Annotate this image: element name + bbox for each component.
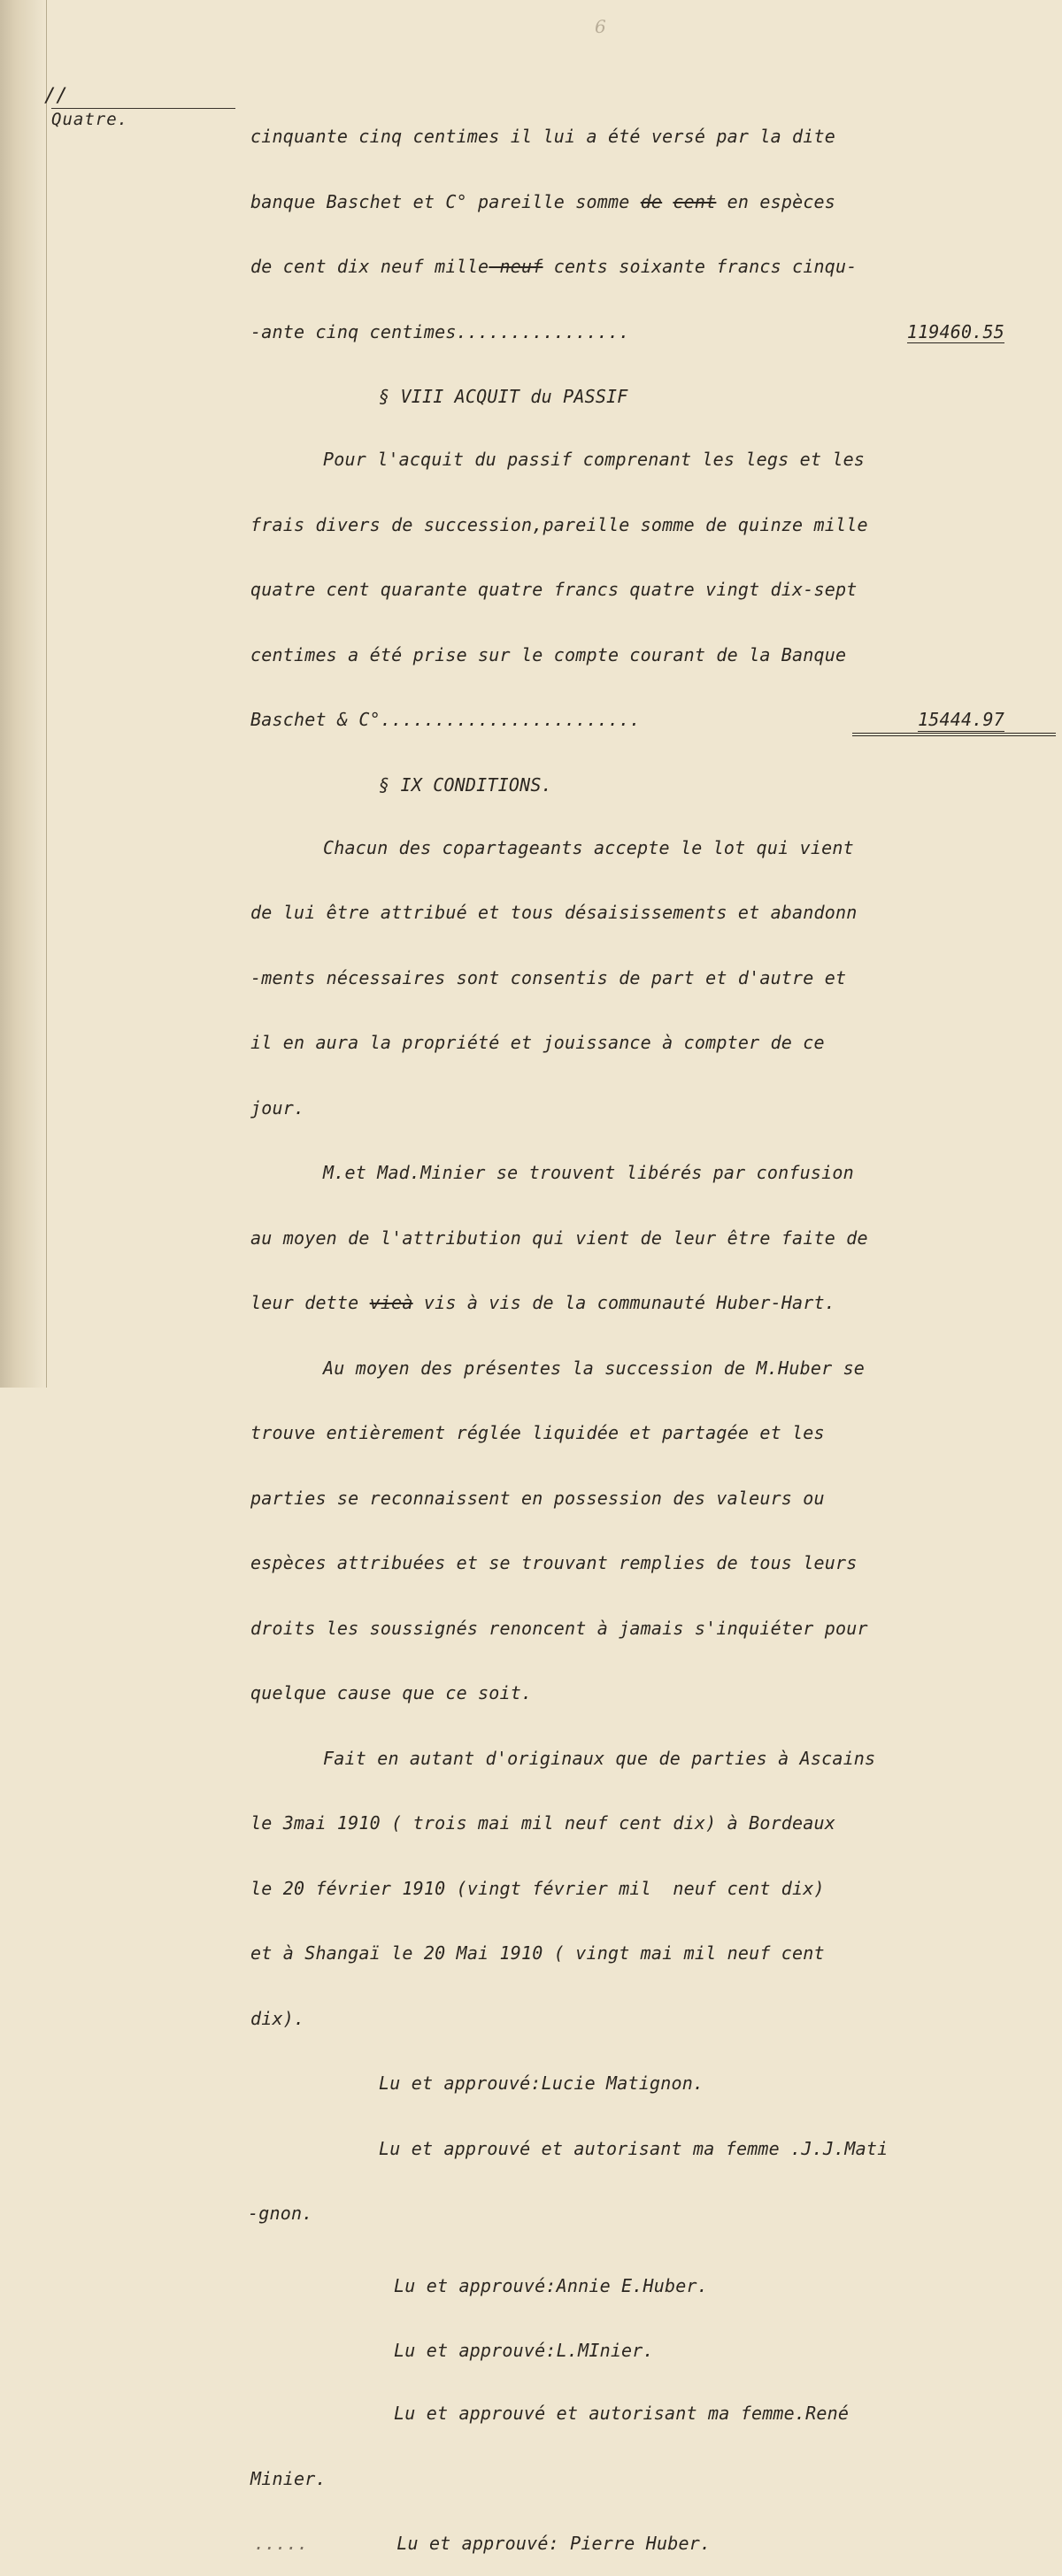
text-line: banque Baschet et C° pareille somme de cent en espèces — [250, 190, 836, 212]
margin-mark: // — [44, 85, 68, 107]
text-line: de lui être attribué et tous désaisissements et abandonn — [250, 902, 858, 923]
section-heading: § VIII ACQUIT du PASSIF — [379, 386, 628, 407]
amount-total: 119460.55 — [906, 320, 1004, 342]
text-line: dix). — [250, 2007, 305, 2029]
text-line: de cent dix neuf mille-neuf cents soixante francs cinqu- — [250, 256, 858, 277]
text-line: frais divers de succession,pareille somme de quinze mille — [250, 513, 868, 535]
struck-word: -neuf — [489, 256, 543, 277]
text-line: au moyen de l'attribution qui vient de leur être faite de — [250, 1226, 868, 1249]
signature-line: Lu et approuvé:Annie E.Huber. — [394, 2274, 708, 2296]
signature-line: ..... Lu et approuvé: Pierre Huber. — [250, 2533, 1056, 2555]
signature-line: Lu et approuvé et autorisant ma femme .J.J.Mati — [379, 2137, 889, 2159]
struck-word: de — [640, 190, 663, 212]
margin-note: Quatre. — [51, 110, 129, 129]
text-line: Au moyen des présentes la succession de M.Huber se — [323, 1357, 866, 1379]
signature-line: Lu et approuvé et autorisant ma femme.René — [394, 2403, 850, 2424]
margin-rule — [51, 108, 235, 109]
text-line: -ments nécessaires sont consentis de part et d'autre et — [250, 966, 847, 988]
total-underline — [852, 733, 1056, 736]
text-line: espèces attribuées et se trouvant remplies de tous leurs — [250, 1552, 858, 1573]
page-number: 6 — [595, 16, 606, 37]
trailing-dots: ..... — [254, 2532, 309, 2554]
struck-word: vieà — [369, 1292, 413, 1313]
text-line: Fait en autant d'originaux que de parties à Ascains — [323, 1747, 876, 1769]
text-line: et à Shangaï le 20 Mai 1910 ( vingt mai mil neuf cent — [250, 1942, 825, 1964]
section-heading: § IX CONDITIONS. — [379, 773, 552, 796]
text-line: M.et Mad.Minier se trouvent libérés par confusion — [323, 1162, 854, 1183]
amount-total: 15444.97 — [918, 709, 1004, 730]
text-line: centimes a été prise sur le compte courant de la Banque — [250, 643, 847, 665]
text-line: cinquante cinq centimes il lui a été versé par la dite — [250, 126, 836, 147]
signature-line: Lu et approuvé:L.MInier. — [394, 2340, 654, 2361]
text-line: quelque cause que ce soit. — [250, 1682, 533, 1703]
text-line: droits les soussignés renoncent à jamais s'inquiéter pour — [250, 1617, 868, 1639]
text-line: parties se reconnaissent en possession des valeurs ou — [250, 1487, 825, 1509]
text-line: quatre cent quarante quatre francs quatre vingt dix-sept — [250, 579, 858, 600]
text-line: -ante cinq centimes................ 119460.55 — [250, 320, 1004, 342]
struck-word: cent — [673, 190, 717, 212]
page-binding-edge — [0, 0, 47, 1388]
signature-line: -gnon. — [248, 2203, 313, 2224]
text-line: Chacun des copartageants accepte le lot qui vient — [323, 836, 854, 858]
document-body — [250, 82, 1056, 2576]
text-line: Baschet & C°........................ 15444.97 — [250, 709, 1056, 731]
text-line: le 3mai 1910 ( trois mai mil neuf cent dix) à Bordeaux — [250, 1812, 836, 1834]
text-line: il en aura la propriété et jouissance à compter de ce — [250, 1032, 825, 1053]
text-line: trouve entièrement réglée liquidée et partagée et les — [250, 1422, 825, 1443]
text-line: le 20 février 1910 (vingt février mil neuf cent dix) — [250, 1877, 825, 1899]
signature-line: Lu et approuvé:Lucie Matignon. — [379, 2072, 704, 2094]
signature-line: Minier. — [250, 2467, 327, 2489]
text-line: leur dette vieà vis à vis de la communauté Huber-Hart. — [250, 1292, 836, 1313]
text-line: Pour l'acquit du passif comprenant les legs et les — [323, 449, 866, 470]
text-line: jour. — [250, 1096, 305, 1119]
